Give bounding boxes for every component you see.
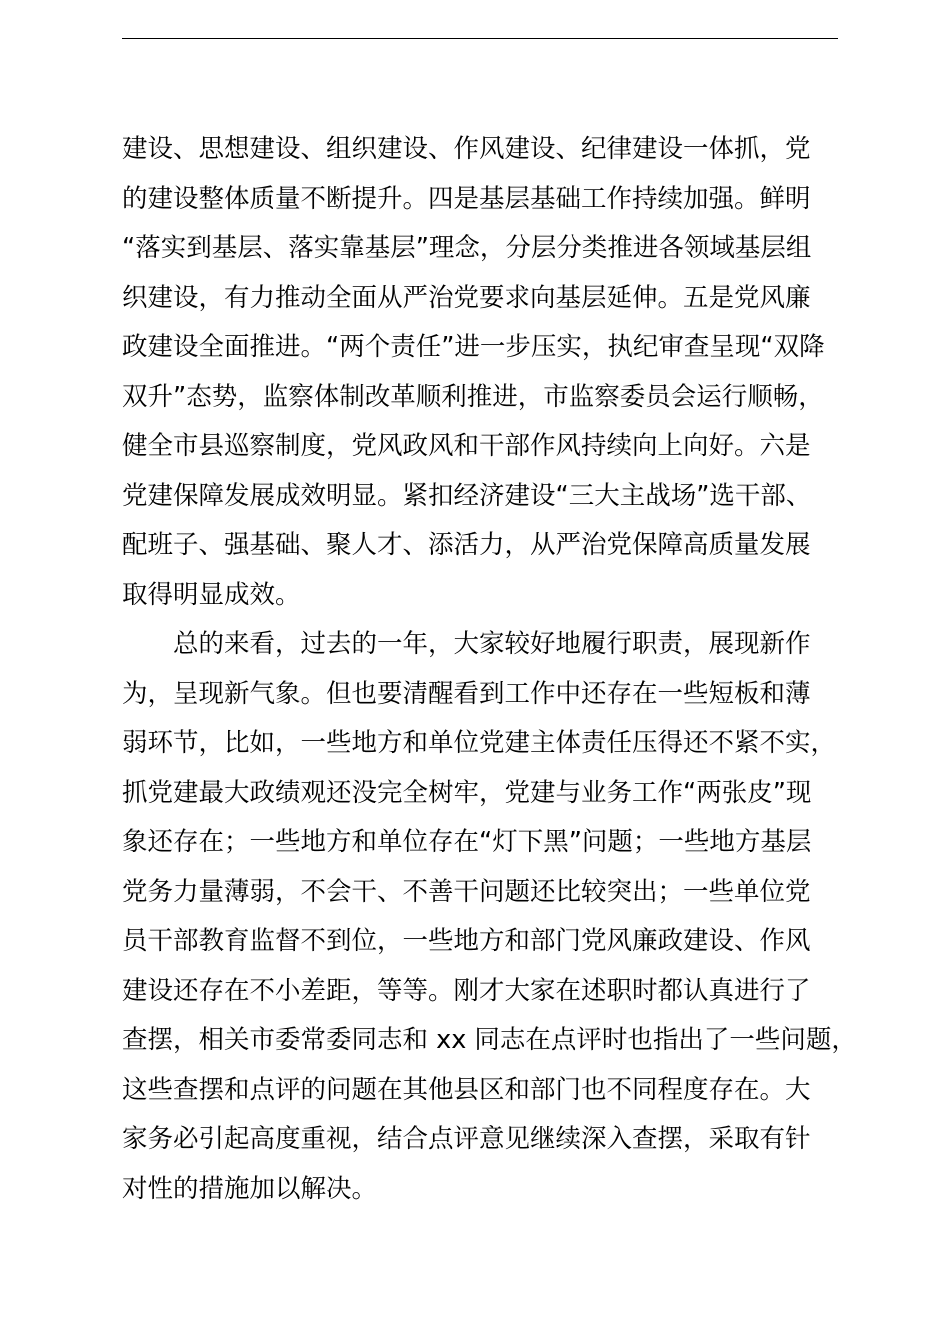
text-line: 双升”态势，监察体制改革顺利推进，市监察委员会运行顺畅，: [122, 381, 824, 412]
text-line: 党务力量薄弱，不会干、不善干问题还比较突出；一些单位党: [122, 876, 811, 907]
text-line: 象还存在；一些地方和单位存在“灯下黑”问题；一些地方基层: [122, 827, 812, 857]
header-rule: [122, 38, 838, 39]
paragraph-2: [122, 620, 857, 1214]
text-line: 织建设，有力推动全面从严治党要求向基层延伸。五是党风廉: [122, 282, 811, 313]
text-line: 的建设整体质量不断提升。四是基层基础工作持续加强。鲜明: [122, 183, 811, 214]
paragraph-1: [122, 125, 838, 620]
text-line: 抓党建最大政绩观还没完全树牢，党建与业务工作“两张皮”现: [122, 777, 812, 808]
text-line: 为，呈现新气象。但也要清醒看到工作中还存在一些短板和薄: [122, 678, 811, 709]
text-line: 这些查摆和点评的问题在其他县区和部门也不同程度存在。大: [122, 1074, 811, 1105]
text-line: 查摆，相关市委常委同志和 xx 同志在点评时也指出了一些问题，: [122, 1025, 857, 1055]
text-line: 家务必引起高度重视，结合点评意见继续深入查摆，采取有针: [122, 1124, 811, 1154]
text-line: 健全市县巡察制度，党风政风和干部作风持续向上向好。六是: [122, 431, 811, 461]
text-line: 配班子、强基础、聚人才、添活力，从严治党保障高质量发展: [122, 530, 811, 560]
text-line: 对性的措施加以解决。: [122, 1173, 378, 1204]
text-line: “落实到基层、落实靠基层”理念，分层分类推进各领域基层组: [122, 233, 812, 263]
text-line: 建设还存在不小差距，等等。刚才大家在述职时都认真进行了: [122, 975, 811, 1006]
text-line: 政建设全面推进。“两个责任”进一步压实，执纪审查呈现“双降: [122, 332, 825, 362]
text-line: 弱环节，比如，一些地方和单位党建主体责任压得还不紧不实，: [122, 728, 837, 758]
text-line: 建设、思想建设、组织建设、作风建设、纪律建设一体抓，党: [122, 134, 811, 164]
text-line: 党建保障发展成效明显。紧扣经济建设“三大主战场”选干部、: [122, 480, 812, 511]
text-line: 取得明显成效。: [122, 579, 301, 610]
document-body: [122, 125, 857, 1214]
text-line: 总的来看，过去的一年，大家较好地履行职责，展现新作: [173, 629, 811, 659]
text-line: 员干部教育监督不到位，一些地方和部门党风廉政建设、作风: [122, 926, 811, 956]
